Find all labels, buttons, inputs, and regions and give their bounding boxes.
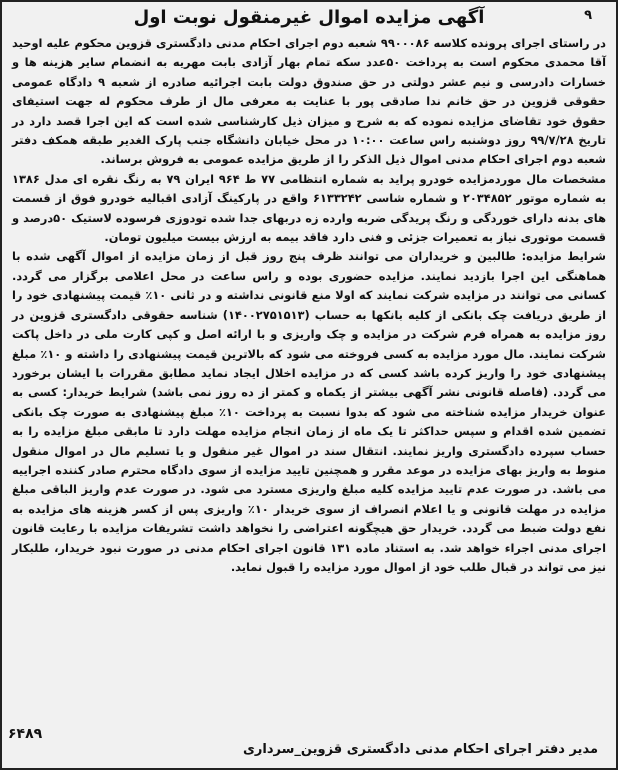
ad-code: ۶۴۸۹ bbox=[8, 726, 43, 742]
conditions-paragraph: شرایط مزایده: طالبین و خریداران می توانند ظرف پنج روز قبل از زمان مزایده از اموال آگهی شده با هماهنگی این اجرا بازدید نمایند. مزایده حضوری بوده و راس ساعت در محل اعلامی برگزار می گردد. کسانی می توانند در مزایده شرکت نمایند که اولا منع قانونی نداشته و در ثانی ۱۰٪ قیمت پیشنهادی خود را از طریق دریافت چک بانکی از کلیه بانکها به حساب (۱۴۰۰۲۷۵۱۵۱۳) شناسه حقوقی دادگستری قزوین در روز مزایده به همراه فرم شرکت در مزایده و چک واریزی و با ارائه اصل و کپی کارت ملی در داخل پاکت شرکت نمایند. مال مورد مزایده به کسی فروخته می شود که بالاترین قیمت پیشنهادی را داشته و ۱۰٪ مبلغ پیشنهادی خود را واریز کرده باشد کسی که در مزایده اخلال ایجاد نماید مطابق مقررات با ایشان برخورد می گردد. (فاصله قانونی نشر آگهی بیشتر از یکماه و کمتر از ده روز نمی باشد) شرایط خریدار: کسی به عنوان خریدار مزایده شناخته می شود که بدوا نسبت به پرداخت ۱۰٪ مبلغ پیشنهادی به صورت چک بانکی تضمین شده اقدام و سپس حداکثر تا یک ماه از زمان انجام مزایده مهلت دارد تا مابقی مبلغ مزایده را به حساب سپرده دادگستری واریز نمایند. انتقال سند در اموال غیر منقول و یا تسلیم مال در اموال منقول منوط به واریز بهای مزایده در موعد مقرر و همچنین تایید مزایده از سوی دادگاه محترم صادر کننده اجراییه می باشد. در صورت عدم تایید مزایده کلیه مبلغ واریزی مسترد می شود. در صورت عدم واریز الباقی مبلغ مزایده در مهلت قانونی و یا اعلام انصراف از سوی خریدار ۱۰٪ واریزی پس از کسر هزینه های مزایده به نفع دولت ضبط می گردد. خریدار حق هیچگونه اعتراضی را نخواهد داشت تشریفات مزایده با رعایت قانون اجرای مدنی اجراء خواهد شد. به استناد ماده ۱۳۱ قانون اجرای احکام مدنی در صورت نبود خریدار، طلبکار نیز می تواند در قبال طلب خود از اموال مورد مزایده را قبول نماید. bbox=[12, 249, 607, 574]
notice-title: آگهی مزایده اموال غیرمنقول نوبت اول bbox=[133, 7, 485, 28]
intro-paragraph: در راستای اجرای پرونده کلاسه ۹۹۰۰۰۸۶ شعبه دوم اجرای احکام مدنی دادگستری قزوین محکوم علیه اوحید آقا محمدی محکوم است به پرداخت ۵۰عدد سکه تمام بهار آزادی بابت مهریه به انضمام سایر هزینه ها و خسارات دادرسی و نیم عشر دولتی در حق صندوق دولت بابت اجرائیه صادره از شعبه ۹ دادگاه عمومی حقوقی قزوین در حق خانم ندا صادقی پور با عنایت به معرفی مال از طرف محکوم له جهت استیفای حقوق خود تقاضای مزایده نموده که به شرح و میزان ذیل کارشناسی شده است که این اجرا قصد دارد در تاریخ ۹۹/۷/۲۸ روز دوشنبه راس ساعت ۱۰:۰۰ در محل خیابان دانشگاه جنب پارک الغدیر طبقه همکف دفتر شعبه دوم اجرای احکام مدنی اموال ذیل الذکر را از طریق مزایده عمومی به فروش برساند. bbox=[12, 36, 606, 167]
property-spec-paragraph: مشخصات مال موردمزایده خودرو پراید به شماره انتظامی ۷۷ ط ۹۶۴ ایران ۷۹ به رنگ نقره ای مدل ۱۳۸۶ به شماره موتور ۲۰۳۴۸۵۲ و شماره شاسی ۶۱۳۳۲۴۲ واقع در پارکینگ آزادی اقبالیه خودرو فوق از قسمت های بدنه دارای خوردگی و رنگ پریدگی ضربه وارده زه دربهای جدا شده تودوزی فرسوده لاستیک ۵۰درصد و قسمت موتوری نیاز به تعمیرات جزئی و فنی دارد فاقد بیمه به ارزش بیست میلیون تومان. bbox=[12, 171, 607, 245]
corner-number: ۹ bbox=[584, 8, 592, 23]
signature-line: مدیر دفتر اجرای احکام مدنی دادگستری قزوین_سرداری bbox=[243, 742, 598, 757]
footer bbox=[12, 736, 606, 762]
